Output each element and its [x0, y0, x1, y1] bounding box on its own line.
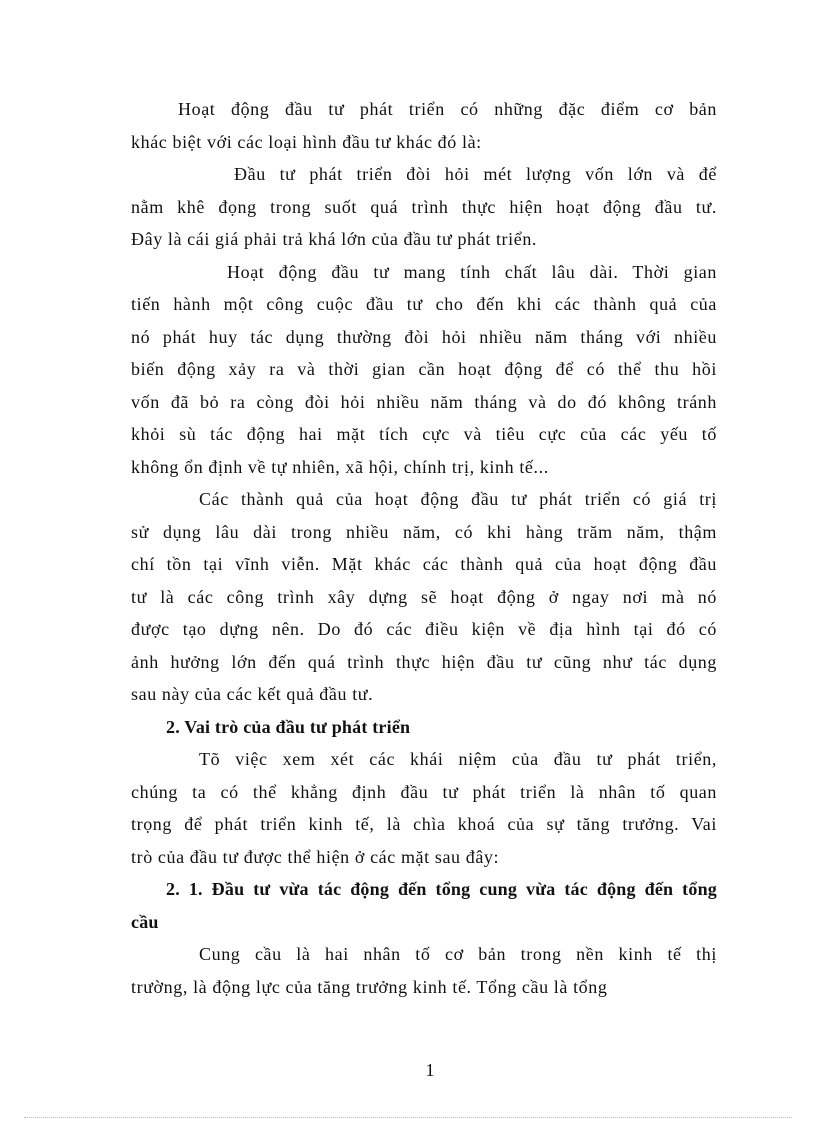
- text-line: sau này của các kết quả đầu tư.: [131, 684, 374, 704]
- text-line: Đầu tư phát triển đòi hỏi mét lượng vốn lớn và để: [234, 164, 717, 184]
- text-line: chí tồn tại vĩnh viễn. Mặt khác các thành quả của hoạt động đầu: [131, 554, 717, 574]
- subsection-heading: cầu: [131, 911, 159, 932]
- text-line: Hoạt động đầu tư phát triển có những đặc điểm cơ bản: [178, 99, 717, 119]
- text-line: trường, là động lực của tăng trưởng kinh tế. Tổng cầu là tổng: [131, 976, 608, 997]
- footer-divider: [24, 1117, 792, 1118]
- text-line: chúng ta có thể khẳng định đầu tư phát triển là nhân tố quan: [131, 781, 717, 802]
- text-line: biến động xảy ra và thời gian cần hoạt động để có thể thu hồi: [131, 359, 717, 379]
- text-line: Đây là cái giá phải trả khá lớn của đầu tư phát triển.: [131, 229, 538, 249]
- text-line: được tạo dựng nên. Do đó các điều kiện về địa hình tại đó có: [131, 619, 717, 639]
- text-line: nằm khê đọng trong suốt quá trình thực hiện hoạt động đầu tư.: [131, 196, 717, 217]
- text-line: không ổn định về tự nhiên, xã hội, chính trị, kinh tế...: [131, 456, 549, 477]
- body-text: [131, 93, 717, 1003]
- text-line: tư là các công trình xây dựng sẽ hoạt động ở ngay nơi mà nó: [131, 586, 717, 607]
- text-line: ảnh hưởng lớn đến quá trình thực hiện đầu tư cũng như tác dụng: [131, 651, 717, 672]
- text-line: Cung cầu là hai nhân tố cơ bản trong nền kinh tế thị: [199, 944, 717, 964]
- text-line: sử dụng lâu dài trong nhiều năm, có khi hàng trăm năm, thậm: [131, 521, 717, 542]
- text-line: trọng để phát triển kinh tế, là chìa khoá của sự tăng trưởng. Vai: [131, 814, 717, 834]
- section-heading: 2. Vai trò của đầu tư phát triển: [166, 716, 411, 737]
- subsection-heading: 2. 1. Đầu tư vừa tác động đến tổng cung vừa tác động đến tổng: [166, 879, 717, 899]
- text-line: Các thành quả của hoạt động đầu tư phát triển có giá trị: [199, 489, 717, 509]
- text-line: khỏi sù tác động hai mặt tích cực và tiêu cực của các yếu tố: [131, 424, 717, 444]
- text-line: nó phát huy tác dụng thường đòi hỏi nhiều năm tháng với nhiều: [131, 326, 717, 347]
- text-line: Hoạt động đầu tư mang tính chất lâu dài. Thời gian: [227, 261, 717, 282]
- page-number: 1: [425, 1060, 435, 1080]
- text-line: khác biệt với các loại hình đầu tư khác đó là:: [131, 131, 482, 152]
- text-line: trò của đầu tư được thể hiện ở các mặt sau đây:: [131, 846, 500, 867]
- text-line: Tõ việc xem xét các khái niệm của đầu tư phát triển,: [199, 749, 717, 769]
- text-line: tiến hành một công cuộc đầu tư cho đến khi các thành quả của: [131, 294, 717, 314]
- text-line: vốn đã bỏ ra còng đòi hỏi nhiều năm tháng và do đó không tránh: [131, 391, 717, 412]
